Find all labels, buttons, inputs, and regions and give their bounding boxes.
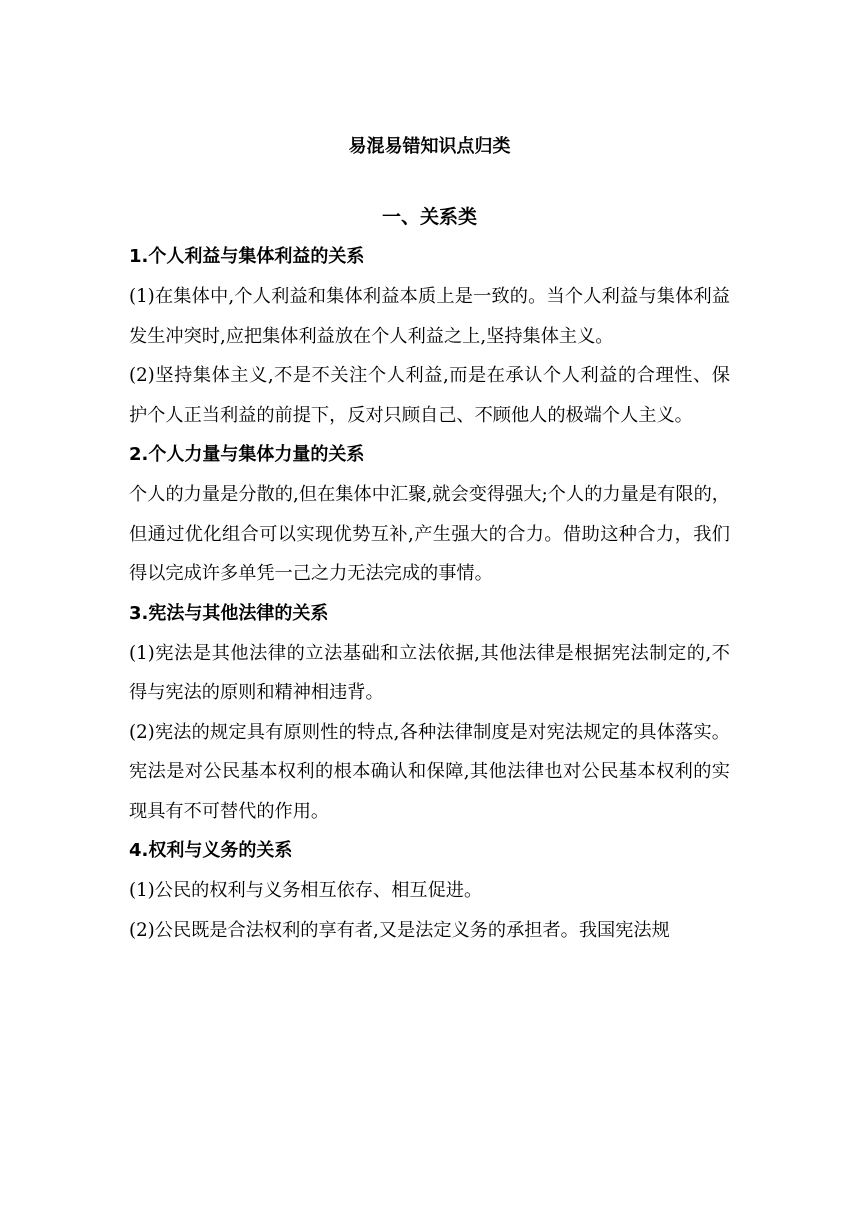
- document-page: [129, 127, 730, 950]
- topic-paragraph: (1)公民的权利与义务相互依存、相互促进。: [129, 880, 483, 901]
- topic-2: [129, 435, 730, 594]
- topic-paragraph: (1)宪法是其他法律的立法基础和立法依据,其他法律是根据宪法制定的,不得与宪法的原则和精神相违背。: [129, 642, 730, 703]
- topic-paragraph: (2)公民既是合法权利的享有者,又是法定义务的承担者。我国宪法规: [129, 919, 670, 941]
- topic-heading: 1.个人利益与集体利益的关系: [129, 246, 365, 267]
- topic-heading: 3.宪法与其他法律的关系: [129, 602, 329, 624]
- topic-heading: 4.权利与义务的关系: [129, 840, 293, 861]
- topic-4: [129, 831, 730, 950]
- topic-3: [129, 594, 730, 832]
- section-title: 一、关系类: [381, 206, 477, 228]
- topic-paragraph: (1)在集体中,个人利益和集体利益本质上是一致的。当个人利益与集体利益发生冲突时,应把集体利益放在个人利益之上,坚持集体主义。: [129, 286, 730, 347]
- topic-paragraph: 个人的力量是分散的,但在集体中汇聚,就会变得强大;个人的力量是有限的，但通过优化组合可以实现优势互补,产生强大的合力。借助这种合力，我们得以完成许多单凭一己之力无法完成的事情。: [129, 484, 730, 584]
- topic-1: [129, 237, 730, 435]
- topic-heading: 2.个人力量与集体力量的关系: [129, 444, 365, 465]
- topic-paragraph: (2)宪法的规定具有原则性的特点,各种法律制度是对宪法规定的具体落实。宪法是对公民基本权利的根本确认和保障,其他法律也对公民基本权利的实现具有不可替代的作用。: [129, 721, 730, 822]
- topic-paragraph: (2)坚持集体主义,不是不关注个人利益,而是在承认个人利益的合理性、保护个人正当利益的前提下，反对只顾自己、不顾他人的极端个人主义。: [129, 365, 730, 426]
- document-title: 易混易错知识点归类: [348, 136, 511, 157]
